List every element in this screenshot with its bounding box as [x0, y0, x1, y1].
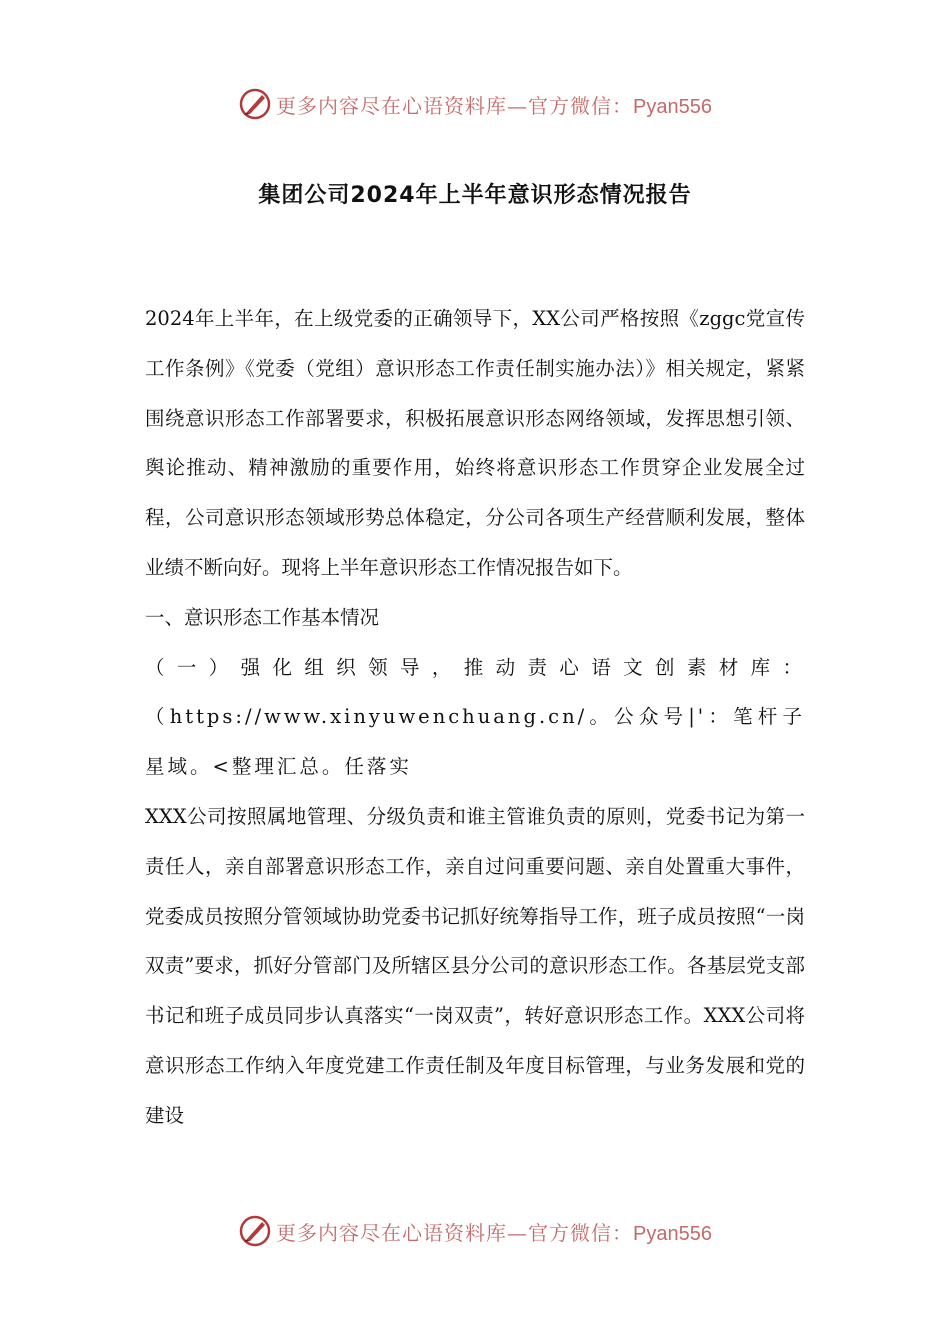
watermark-text: 更多内容尽在心语资料库—官方微信：Pyan556 [276, 93, 712, 118]
watermark-banner-bottom [0, 1211, 950, 1251]
document-body [145, 294, 805, 1141]
paragraph-intro: 2024年上半年，在上级党委的正确领导下，XX公司严格按照《zggc党宣传工作条例》《党委（党组）意识形态工作责任制实施办法）》相关规定，紧紧围绕意识形态工作部署要求，积极拓展意识形态网络领域，发挥思想引领、舆论推动、精神激励的重要作用，始终将意识形态工作贯穿企业发展全过程，公司意识形态领域形势总体稳定，分公司各项生产经营顺利发展，整体业绩不断向好。现将上半年意识形态工作情况报告如下。 [145, 307, 805, 579]
watermark-banner-top [0, 84, 950, 124]
subsection-heading: （一）强化组织领导，推动责心语文创素材库：（https://www.xinyuwenchuang.cn/。公众号|'：笔杆子星域。<整理汇总。任落实 [145, 655, 805, 779]
paragraph-body: XXX公司按照属地管理、分级负责和谁主管谁负责的原则，党委书记为第一责任人，亲自部署意识形态工作，亲自过问重要问题、亲自处置重大事件，党委成员按照分管领域协助党委书记抓好统筹指导工作，班子成员按照“一岗双责”要求，抓好分管部门及所辖区县分公司的意识形态工作。各基层党支部书记和班子成员同步认真落实“一岗双责”，转好意识形态工作。XXX公司将意识形态工作纳入年度党建工作责任制及年度目标管理，与业务发展和党的建设 [145, 804, 805, 1127]
section-heading: 一、意识形态工作基本情况 [145, 605, 380, 629]
watermark-text: 更多内容尽在心语资料库—官方微信：Pyan556 [276, 1220, 712, 1245]
document-title: 集团公司2024年上半年意识形态情况报告 [258, 183, 692, 208]
pen-logo-icon [238, 1214, 272, 1248]
pen-logo-icon [238, 87, 272, 121]
